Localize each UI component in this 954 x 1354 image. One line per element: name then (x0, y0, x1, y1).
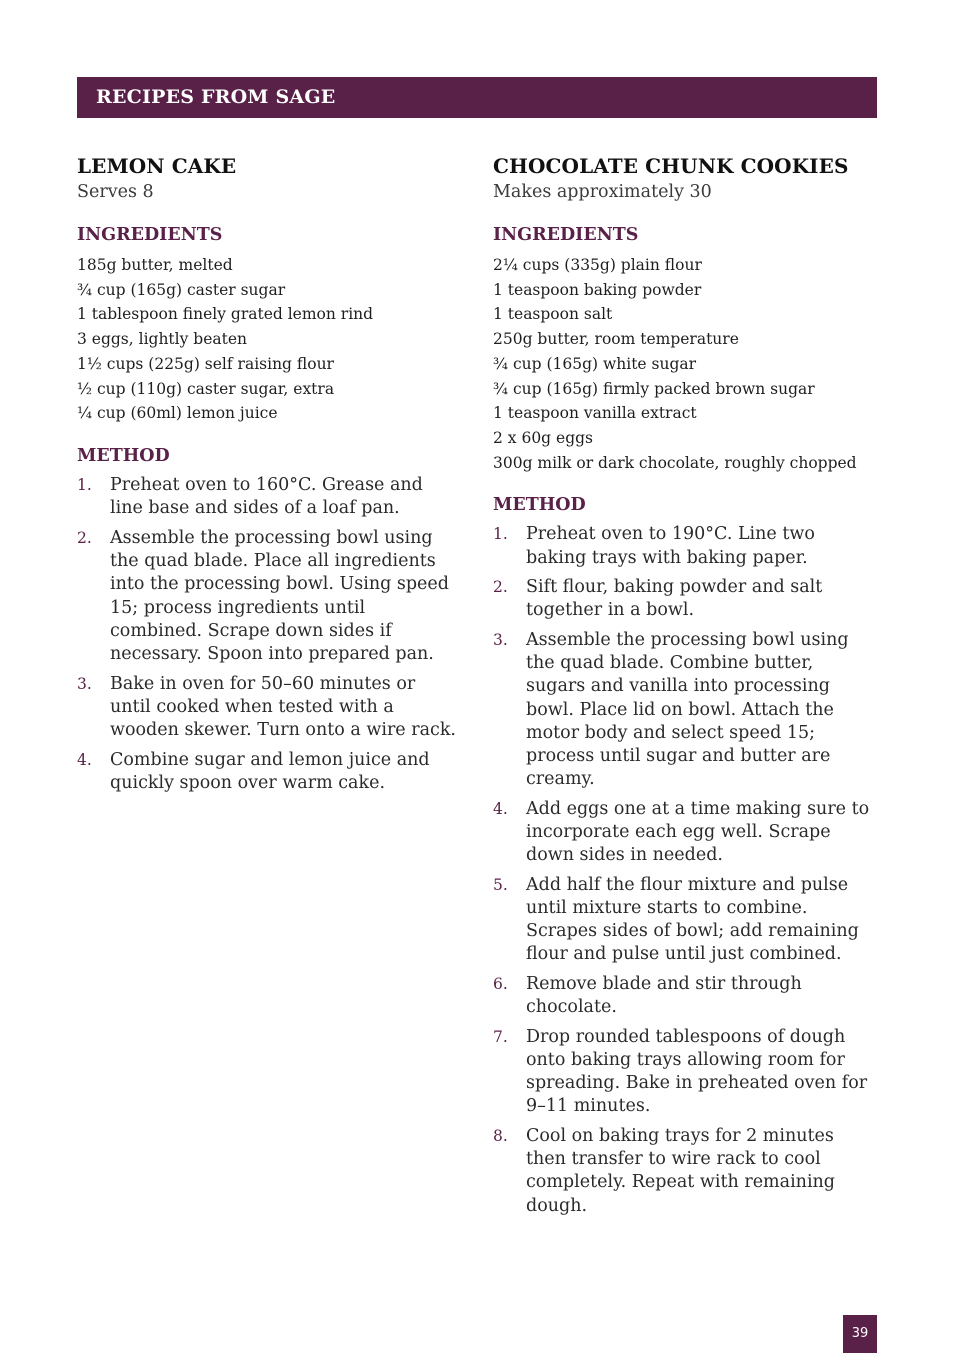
method-step (493, 576, 877, 622)
banner-title: RECIPES FROM SAGE (96, 86, 336, 108)
method-step (493, 1026, 877, 1119)
step-text: Combine sugar and lemon juice and quickly spoon over warm cake. (110, 749, 430, 794)
ingredient-item: ¼ cup (60ml) lemon juice (77, 404, 278, 423)
recipe-yield: Serves 8 (77, 182, 154, 202)
step-text: Drop rounded tablespoons of dough onto baking trays allowing room for spreading. Bake in preheated oven for 9–11 minutes. (526, 1026, 868, 1117)
page-number: 39 (843, 1315, 877, 1353)
ingredient-item: ¾ cup (165g) white sugar (493, 354, 697, 373)
step-text: Add half the flour mixture and pulse until mixture starts to combine. Scrapes sides of bowl; add remaining flour and pulse until just combined. (526, 874, 859, 965)
method-heading: METHOD (77, 445, 170, 466)
step-text: Assemble the processing bowl using the quad blade. Combine butter, sugars and vanilla into processing bowl. Place lid on bowl. Attach the motor body and select speed 15; process until sugar and butter are creamy. (526, 629, 849, 790)
ingredients-list (77, 253, 457, 426)
ingredient-item: 300g milk or dark chocolate, roughly chopped (493, 453, 857, 472)
ingredient-item: ½ cup (110g) caster sugar, extra (77, 379, 335, 398)
recipe-yield: Makes approximately 30 (493, 182, 712, 202)
ingredients-list (493, 253, 877, 475)
step-text: Cool on baking trays for 2 minutes then transfer to wire rack to cool completely. Repeat with remaining dough. (526, 1125, 836, 1216)
step-number: 2. (493, 578, 508, 597)
method-step (77, 749, 457, 795)
ingredients-heading: INGREDIENTS (493, 225, 639, 245)
step-text: Add eggs one at a time making sure to incorporate each egg well. Scrape down sides in needed. (526, 798, 870, 866)
method-step (493, 523, 877, 569)
ingredient-item: 1 teaspoon vanilla extract (493, 404, 697, 423)
step-number: 3. (493, 630, 508, 649)
recipe-title: LEMON CAKE (77, 154, 237, 178)
ingredient-item: 185g butter, melted (77, 256, 233, 274)
method-step (493, 798, 877, 868)
recipe-lemon-cake (77, 153, 457, 802)
method-step (493, 1125, 877, 1218)
step-number: 2. (77, 528, 92, 547)
step-text: Preheat oven to 160°C. Grease and line base and sides of a loaf pan. (110, 474, 423, 519)
step-number: 3. (77, 674, 92, 693)
ingredient-item: 1 tablespoon finely grated lemon rind (77, 305, 374, 324)
ingredient-item: 250g butter, room temperature (493, 330, 739, 349)
step-text: Bake in oven for 50–60 minutes or until cooked when tested with a wooden skewer. Turn onto a wire rack. (110, 673, 456, 741)
method-step (77, 474, 457, 520)
step-number: 1. (493, 525, 508, 544)
ingredients-heading: INGREDIENTS (77, 225, 223, 245)
recipe-title: CHOCOLATE CHUNK COOKIES (493, 154, 849, 178)
ingredient-item: 3 eggs, lightly beaten (77, 330, 248, 349)
step-number: 1. (77, 475, 92, 494)
recipe-chocolate-chunk-cookies (493, 153, 877, 1224)
step-number: 5. (493, 875, 508, 894)
method-list (77, 474, 457, 795)
step-number: 4. (493, 799, 508, 818)
ingredient-item: ¾ cup (165g) caster sugar (77, 280, 286, 299)
step-number: 4. (77, 750, 92, 769)
method-step (77, 527, 457, 666)
step-number: 6. (493, 974, 508, 993)
ingredient-item: ¾ cup (165g) firmly packed brown sugar (493, 379, 815, 398)
method-step (493, 629, 877, 791)
step-text: Remove blade and stir through chocolate. (526, 973, 802, 1018)
ingredient-item: 2¼ cups (335g) plain flour (493, 256, 702, 274)
ingredient-item: 1½ cups (225g) self raising flour (77, 354, 334, 373)
ingredient-item: 2 x 60g eggs (493, 428, 594, 447)
step-text: Sift flour, baking powder and salt together in a bowl. (526, 577, 823, 621)
ingredient-item: 1 teaspoon salt (493, 305, 613, 324)
method-step (493, 874, 877, 967)
step-text: Assemble the processing bowl using the quad blade. Place all ingredients into the processing bowl. Using speed 15; process ingredients until combined. Scrape down sides if necessary. Spoon into prepared pan. (110, 527, 449, 664)
step-number: 8. (493, 1126, 508, 1145)
section-banner (77, 77, 877, 118)
step-number: 7. (493, 1027, 508, 1046)
method-list (493, 523, 877, 1217)
ingredient-item: 1 teaspoon baking powder (493, 280, 702, 299)
method-heading: METHOD (493, 495, 586, 516)
method-step (77, 673, 457, 743)
method-step (493, 973, 877, 1019)
step-text: Preheat oven to 190°C. Line two baking trays with baking paper. (526, 524, 815, 568)
